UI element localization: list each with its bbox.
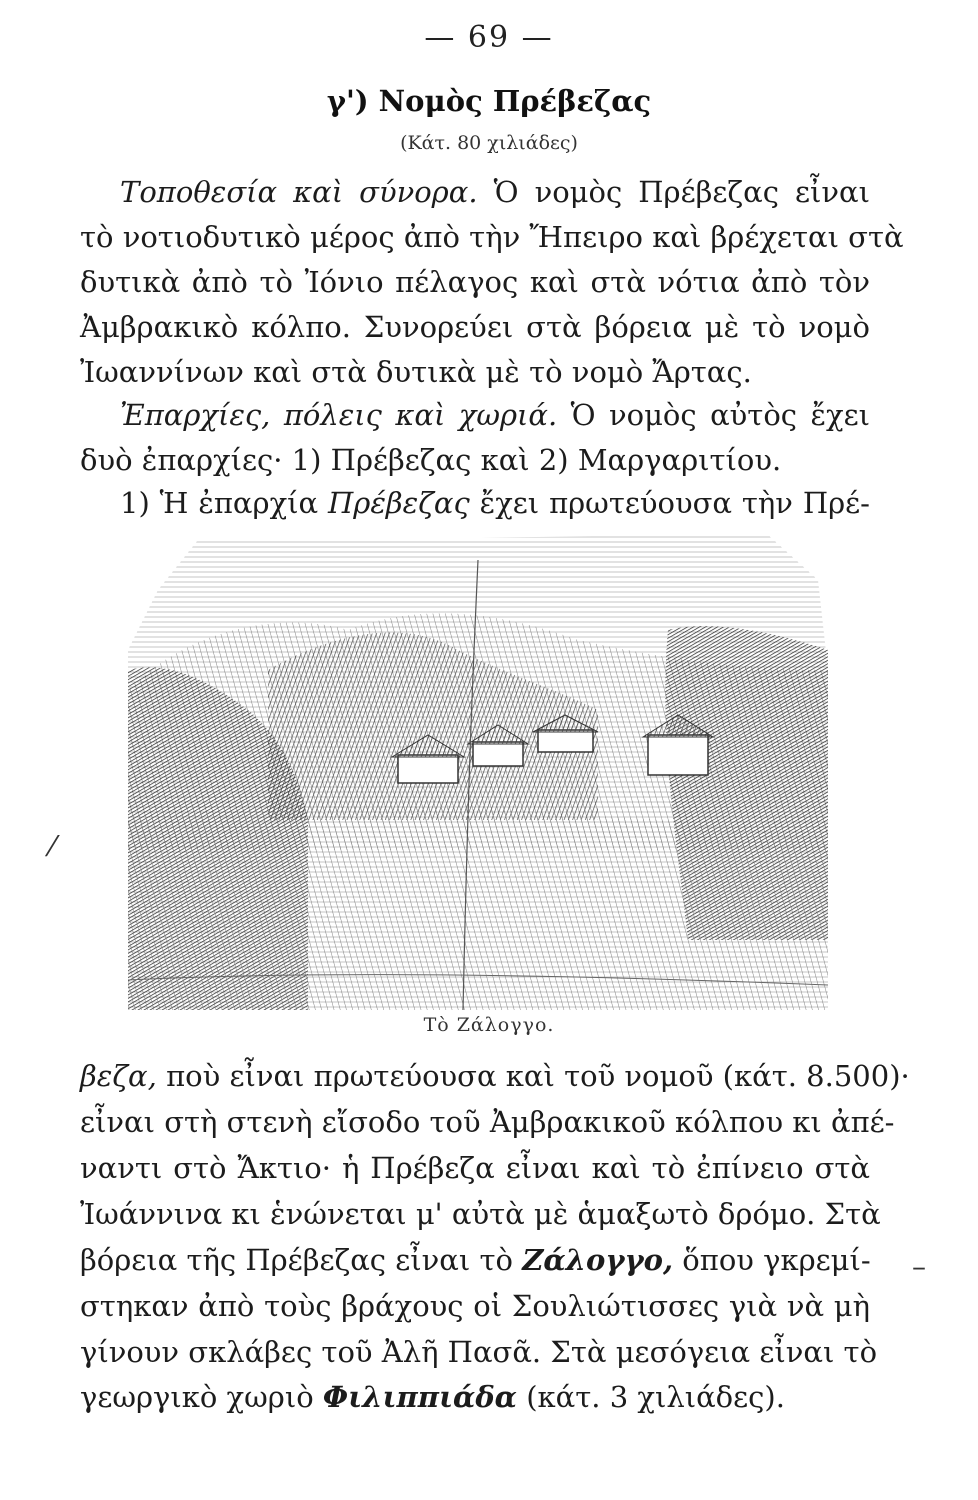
- text-line: [80, 1377, 870, 1417]
- paragraph-lead: Ἐπαρχίες, πόλεις καὶ χωριά.: [120, 398, 558, 432]
- text-span: βόρεια τῆς Πρέβεζας εἶναι τὸ: [80, 1243, 523, 1277]
- text-line: τὸ νοτιοδυτικὸ μέρος ἀπὸ τὴν Ἤπειρο καὶ βρέχεται στὰ: [80, 220, 904, 254]
- figure-caption: Τὸ Ζάλογγο.: [423, 1014, 555, 1036]
- foreground-field: [128, 806, 828, 1010]
- text-line: [120, 395, 870, 435]
- text-span: Ὁ νομὸς Πρέβεζας εἶναι: [477, 175, 870, 209]
- page-number: — 69 —: [424, 20, 554, 55]
- text-line: εἶναι στὴ στενὴ εἴσοδο τοῦ Ἀμβρακικοῦ κόλπου κι ἀπέ-: [80, 1105, 895, 1139]
- text-line: δυτικὰ ἀπὸ τὸ Ἰόνιο πέλαγος καὶ στὰ νότια ἀπὸ τὸν: [80, 265, 870, 299]
- text-line: [120, 172, 870, 212]
- section-heading: γ') Νομὸς Πρέβεζας: [326, 84, 652, 118]
- emphasis: Φιλιππιάδα: [322, 1380, 517, 1414]
- text-line: γίνουν σκλάβες τοῦ Ἀλῆ Πασᾶ. Στὰ μεσόγεια εἶναι τὸ: [80, 1335, 878, 1369]
- paragraph-lead: Τοποθεσία καὶ σύνορα.: [120, 175, 478, 209]
- text-span: ὅπου γκρεμί-: [673, 1243, 871, 1277]
- emphasis: Πρέβεζας: [327, 486, 470, 520]
- section-subheading: (Κάτ. 80 χιλιάδες): [400, 132, 578, 154]
- text-line: στηκαν ἀπὸ τοὺς βράχους οἱ Σουλιώτισσες γιὰ νὰ μὴ: [80, 1289, 870, 1323]
- text-line: [80, 1240, 870, 1280]
- zalongo-engraving: [128, 520, 828, 1010]
- text-line: δυὸ ἐπαρχίες· 1) Πρέβεζας καὶ 2) Μαργαριτίου.: [80, 443, 782, 477]
- text-line: [80, 1056, 910, 1096]
- text-span: γεωργικὸ χωριὸ: [80, 1380, 323, 1414]
- text-span: (κάτ. 3 χιλιάδες).: [517, 1380, 785, 1414]
- text-span: Ὁ νομὸς αὐτὸς ἔχει: [557, 398, 870, 432]
- text-line: ναντι στὸ Ἄκτιο· ἡ Πρέβεζα εἶναι καὶ τὸ ἐπίνειο στὰ: [80, 1151, 870, 1185]
- text-line: Ἀμβρακικὸ κόλπο. Συνορεύει στὰ βόρεια μὲ τὸ νομὸ: [80, 310, 870, 344]
- text-line: Ἰωάννινα κι ἑνώνεται μ' αὐτὰ μὲ ἁμαξωτὸ δρόμο. Στὰ: [80, 1197, 881, 1231]
- text-span: ἔχει πρωτεύουσα τὴν Πρέ-: [469, 486, 870, 520]
- emphasis: Ζάλογγο,: [522, 1243, 674, 1277]
- text-line: Ἰωαννίνων καὶ στὰ δυτικὰ μὲ τὸ νομὸ Ἄρτας.: [80, 355, 752, 389]
- margin-mark: ⁄: [50, 830, 55, 863]
- text-span: ποὺ εἶναι πρωτεύουσα καὶ τοῦ νομοῦ (κάτ. 8.500)·: [156, 1059, 910, 1093]
- text-span: 1) Ἡ ἐπαρχία: [120, 486, 328, 520]
- emphasis: βεζα,: [80, 1059, 157, 1093]
- margin-dash: –: [912, 1250, 926, 1283]
- text-line: [120, 483, 870, 523]
